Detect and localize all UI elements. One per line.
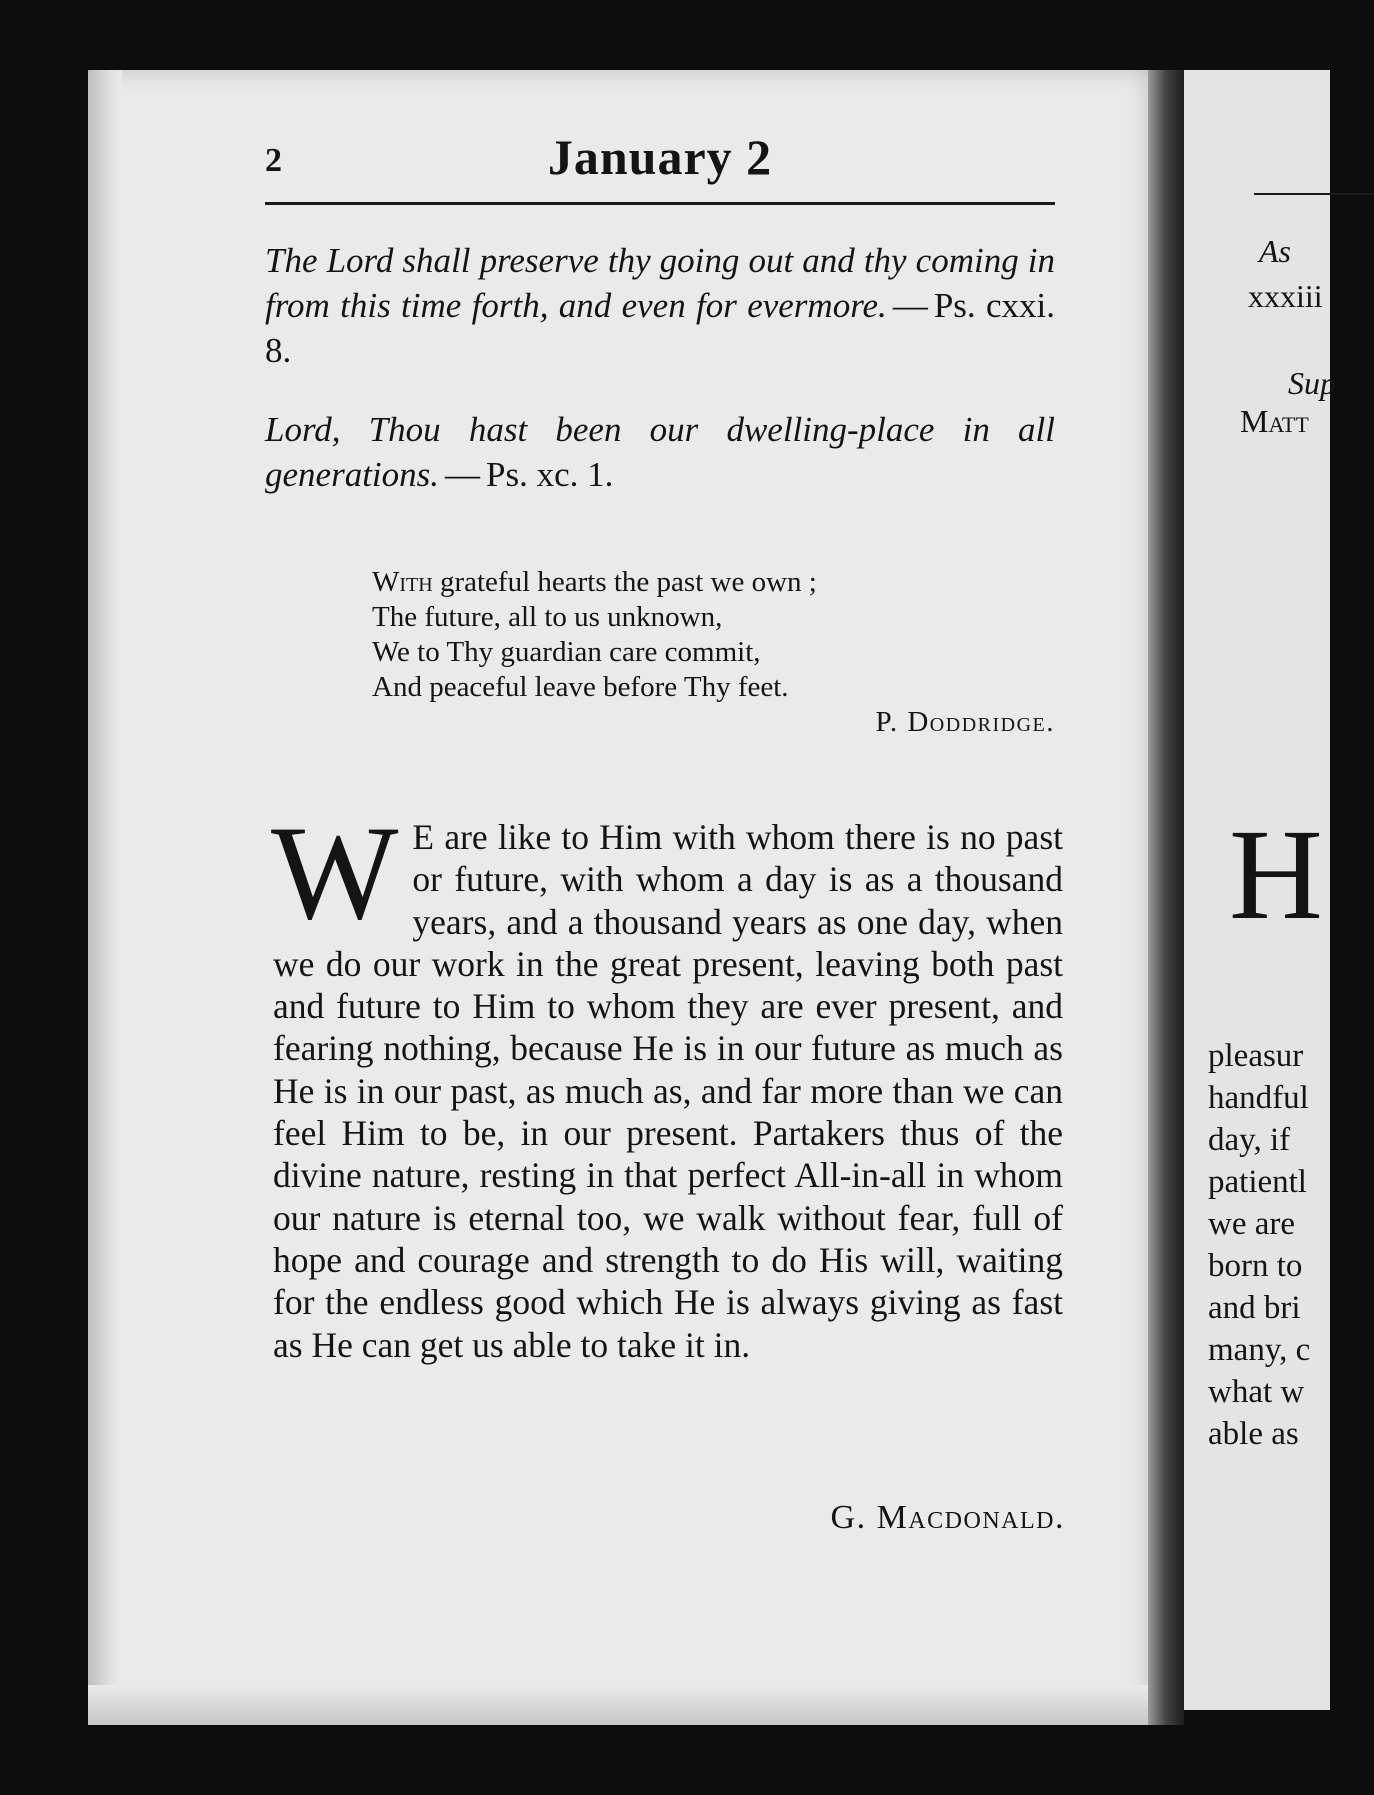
right-page-line: born to — [1208, 1248, 1303, 1284]
right-page-line: we are — [1208, 1206, 1296, 1242]
right-page-line: many, c — [1208, 1332, 1311, 1368]
header-rule — [265, 202, 1055, 205]
page-number: 2 — [265, 142, 282, 179]
right-page-text: Sup — [1288, 365, 1336, 401]
drop-cap: W — [271, 799, 399, 948]
right-page-fragment — [1184, 70, 1336, 1710]
right-page-line: patientl — [1208, 1164, 1307, 1200]
passage-text: E are like to Him with whom there is no past or future, with whom a day is as a thousand years, and a thousand years as one day, when we do our work in the great present, leaving both past and future to Him to whom they are ever present, and fearing nothing, because He is in our future as much as He is in our past, as much as, and far more than we can feel Him to be, in our present. Partakers thus of the divine nature, resting in that perfect All-in-all in whom our nature is eternal too, we walk without fear, full of hope and courage and strength to do His will, waiting for the endless good which He is always giving as fast as He can get us able to take it in. — [273, 817, 1063, 1365]
right-page-body — [1208, 1035, 1310, 1455]
passage-attribution: G. Macdonald. — [830, 1499, 1065, 1536]
poem-attribution: P. Doddridge. — [875, 706, 1055, 738]
verse-reference: Ps. xc. 1. — [486, 455, 614, 494]
poem-line: We to Thy guardian care commit, — [372, 636, 761, 668]
running-head: January 2 — [547, 129, 773, 185]
poem-first-word: With — [372, 566, 433, 598]
right-page-line: and bri — [1208, 1290, 1301, 1326]
poem-first-line: grateful hearts the past we own ; — [439, 566, 817, 598]
right-page-line: handful — [1208, 1080, 1309, 1116]
scripture-verse — [265, 238, 1055, 373]
verse-dash: — — [892, 286, 928, 325]
right-page-line: able as — [1208, 1416, 1299, 1452]
right-page-line: day, if — [1208, 1122, 1291, 1158]
right-page-line: pleasur — [1208, 1038, 1304, 1074]
verse-reference: Ps. cxxi. 8. — [265, 286, 1055, 370]
right-page-text: As — [1259, 233, 1291, 269]
verse-dash: — — [445, 455, 481, 494]
scripture-verse — [265, 407, 1055, 497]
page-bottom-shadow — [88, 1685, 1148, 1725]
verse-text: The Lord shall preserve thy going out and thy coming in from this time forth, and even for evermore. — [265, 241, 1055, 325]
devotional-passage — [271, 799, 1063, 1366]
drop-cap: H — [1229, 803, 1323, 947]
page-header — [265, 120, 1055, 210]
page-edge-shadow — [88, 70, 122, 1725]
header-rule — [1254, 193, 1374, 195]
right-page-line: what w — [1208, 1374, 1305, 1410]
verse-text: Lord, Thou hast been our dwelling-place in all generations. — [265, 410, 1055, 494]
poem-line — [372, 565, 1055, 600]
right-page-text: Matt — [1240, 403, 1309, 439]
poem-line: And peaceful leave before Thy feet. — [372, 671, 789, 703]
book-gutter — [1148, 70, 1184, 1725]
right-page-text: xxxiii — [1248, 278, 1323, 314]
poem-line: The future, all to us unknown, — [372, 601, 723, 633]
hymn-stanza — [372, 565, 1055, 738]
